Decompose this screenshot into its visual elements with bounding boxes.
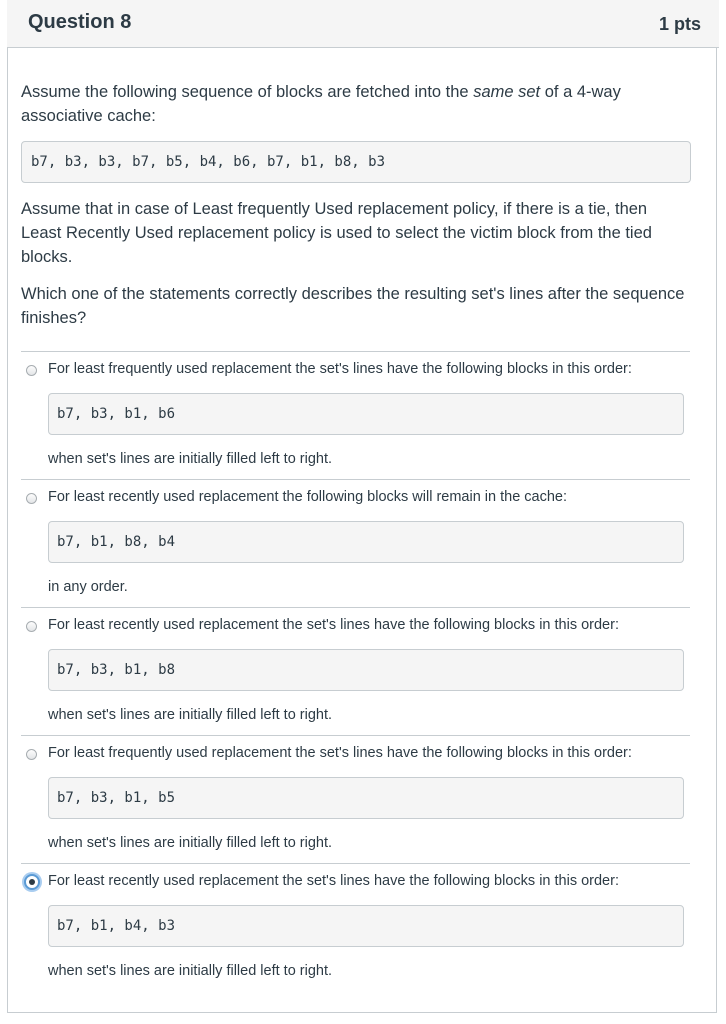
answer-1-radio[interactable] [26,365,37,376]
answer-option-1[interactable] [21,351,690,479]
answer-4-label[interactable]: For least frequently used replacement the set's lines have the following blocks in this order: [48,745,632,761]
answer-list [21,351,690,991]
answer-3-radio[interactable] [26,621,37,632]
answer-4-radio[interactable] [26,749,37,760]
answer-5-label[interactable]: For least recently used replacement the set's lines have the following blocks in this order: [48,873,619,889]
answer-4-note: when set's lines are initially filled left to right. [48,835,333,851]
answer-5-note: when set's lines are initially filled left to right. [48,963,333,979]
answer-1-blocks: b7, b3, b1, b6 [57,406,176,422]
answer-1-code-box [48,393,684,435]
answer-5-blocks: b7, b1, b4, b3 [57,918,176,934]
sequence-code: b7, b3, b3, b7, b5, b4, b6, b7, b1, b8, b3 [31,154,386,170]
answer-3-blocks: b7, b3, b1, b8 [57,662,176,678]
tie-rule-paragraph: Assume that in case of Least frequently Used replacement policy, if there is a tie, then Least Recently Used replacement policy is used to select the victim block from the tied blocks. [21,200,652,266]
answer-5-code-box [48,905,684,947]
answer-4-blocks: b7, b3, b1, b5 [57,790,176,806]
intro-text-after: of a 4-way associative cache: [21,83,621,125]
answer-2-blocks: b7, b1, b8, b4 [57,534,176,550]
intro-paragraph [21,80,691,128]
answer-1-label[interactable]: For least frequently used replacement the set's lines have the following blocks in this order: [48,361,632,377]
intro-emphasis: same set [473,83,541,101]
answer-3-label[interactable]: For least recently used replacement the set's lines have the following blocks in this order: [48,617,619,633]
question-points: 1 pts [658,14,701,34]
answer-2-label[interactable]: For least recently used replacement the following blocks will remain in the cache: [48,489,568,505]
answer-1-note: when set's lines are initially filled left to right. [48,451,333,467]
answer-2-note: in any order. [48,579,128,595]
answer-option-4[interactable] [21,735,690,863]
question-text [21,80,691,330]
answer-option-2[interactable] [21,479,690,607]
sequence-code-box [21,141,691,183]
question-title: Question 8 [28,11,132,33]
answer-option-3[interactable] [21,607,690,735]
answer-5-radio-selected[interactable] [24,874,40,890]
answer-4-code-box [48,777,684,819]
answer-option-5[interactable] [21,863,690,991]
question-header [7,0,719,48]
intro-text-before: Assume the following sequence of blocks are fetched into the [21,83,474,101]
answer-3-note: when set's lines are initially filled left to right. [48,707,333,723]
prompt-paragraph: Which one of the statements correctly describes the resulting set's lines after the sequence finishes? [21,285,685,327]
answer-2-radio[interactable] [26,493,37,504]
answer-2-code-box [48,521,684,563]
answer-3-code-box [48,649,684,691]
